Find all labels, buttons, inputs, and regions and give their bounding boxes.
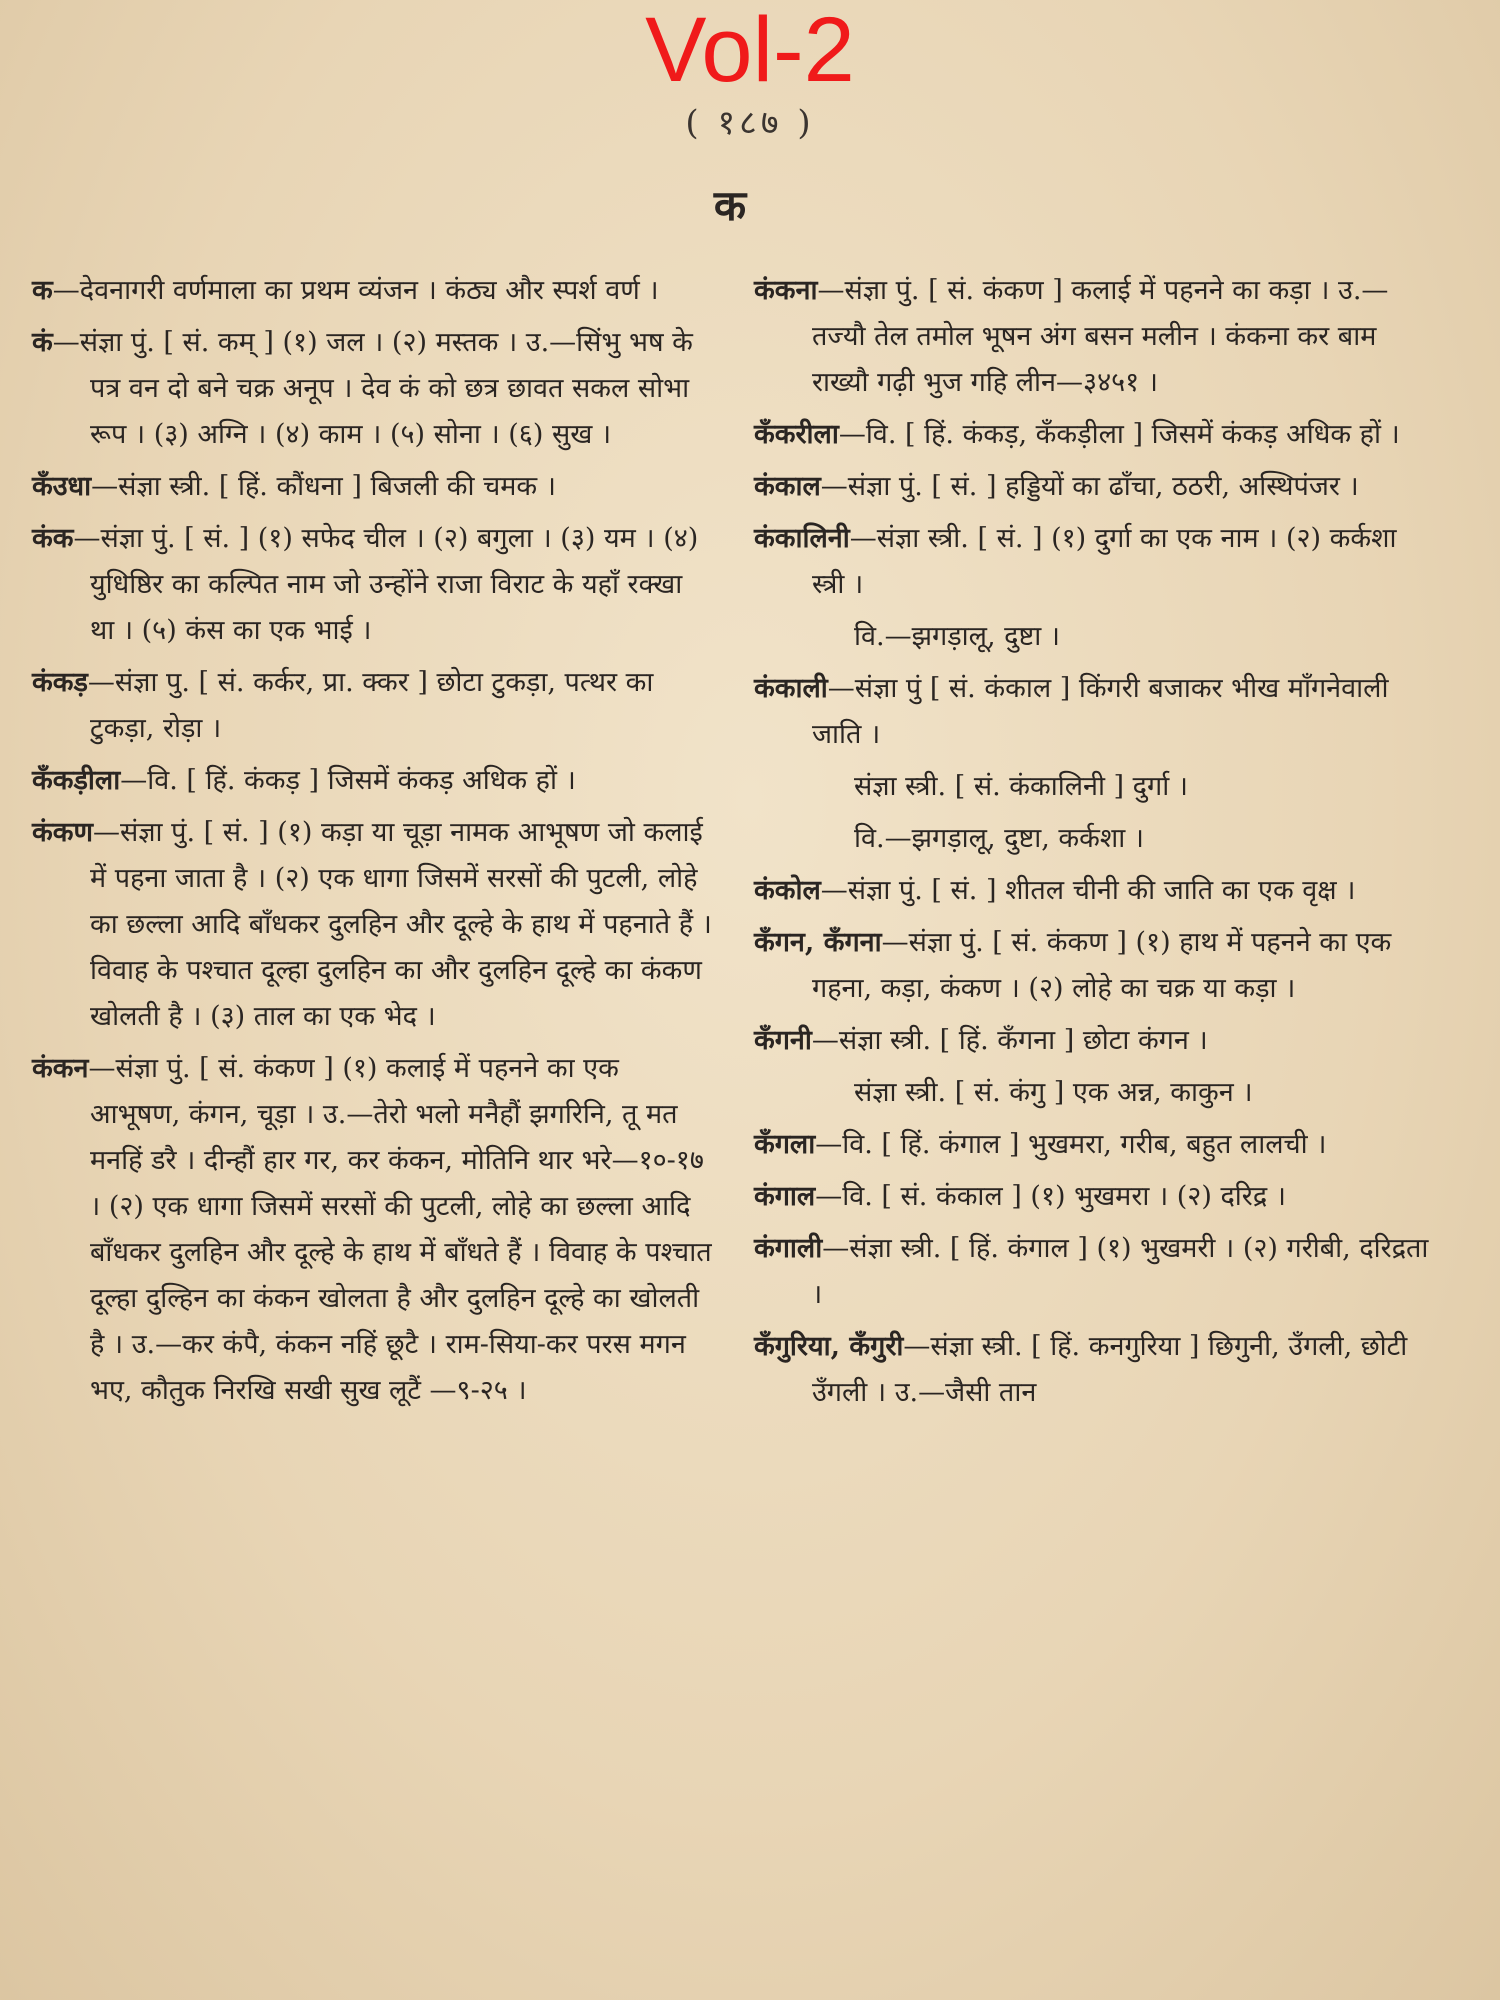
entry-headword: कँगुरिया, कँगुरी: [754, 1331, 904, 1362]
entry-definition: —वि. [ हिं. कंगाल ] भुखमरा, गरीब, बहुत लालची ।: [815, 1129, 1327, 1160]
dictionary-entry: [754, 1174, 1434, 1220]
entry-headword: कंगाली: [754, 1233, 823, 1264]
entry-definition: —संज्ञा पुं. [ सं. कंकण ] (१) कलाई में पहनने का एक आभूषण, कंगन, चूड़ा । उ.—तेरो भलो मनैहौं झगरिनि, तू मत मनहिं डरै । दीन्हौं हार गर, कर कंकन, मोतिनि थार भरे—१०-१७ । (२) एक धागा जिसमें सरसों की पुटली, लोहे का छल्ला आदि बाँधकर दुलहिन और दूल्हे के हाथ में बाँधते हैं । विवाह के पश्चात दूल्हा दुल्हिन का कंकन खोलता है और दुलहिन दूल्हे का खोलती है । उ.—कर कंपै, कंकन नहिं छूटै । राम-सिया-कर परस मगन भए, कौतुक निरखि सखी सुख लूटैं —९-२५ ।: [88, 1053, 712, 1406]
volume-label: Vol-2: [645, 0, 855, 101]
dictionary-entry: [32, 268, 712, 314]
entry-definition: —संज्ञा पुं. [ सं. ] (१) कड़ा या चूड़ा नामक आभूषण जो कलाई में पहना जाता है । (२) एक धागा जिसमें सरसों की पुटली, लोहे का छल्ला आदि बाँधकर दुलहिन और दूल्हे के हाथ में पहनाते हैं । विवाह के पश्चात दूल्हा दुलहिन का और दुलहिन दूल्हे का कंकण खोलती है । (३) ताल का एक भेद ।: [90, 817, 712, 1032]
dictionary-entry: [754, 1018, 1434, 1064]
entry-definition: वि.—झगड़ालू, दुष्टा, कर्कशा ।: [854, 823, 1145, 854]
entry-definition: —देवनागरी वर्णमाला का प्रथम व्यंजन । कंठ्य और स्पर्श वर्ण ।: [52, 275, 659, 306]
dictionary-entry: [754, 516, 1434, 608]
dictionary-entry: [754, 764, 1434, 810]
entry-definition: —वि. [ हिं. कंकड़, कँकड़ीला ] जिसमें कंकड़ अधिक हों ।: [838, 419, 1400, 450]
entry-definition: —संज्ञा पुं. [ सं. ] (१) सफेद चील । (२) बगुला । (३) यम । (४) युधिष्ठिर का कल्पित नाम जो उन्होंने राजा विराट के यहाँ रक्खा था । (५) कंस का एक भाई ।: [73, 523, 699, 646]
entry-headword: कंगाल: [754, 1181, 816, 1212]
entry-headword: क: [32, 275, 53, 306]
dictionary-entry: [32, 660, 712, 752]
entry-headword: कँकड़ीला: [32, 765, 121, 796]
dictionary-entry: [754, 412, 1434, 458]
entry-headword: कं: [32, 327, 53, 358]
entry-headword: कँउधा: [32, 471, 92, 502]
entry-definition: —संज्ञा पुं. [ सं. कंकण ] कलाई में पहनने का कड़ा । उ.—तज्यौ तेल तमोल भूषन अंग बसन मलीन । कंकना कर बाम राख्यौ गढ़ी भुज गहि लीन—३४५१ ।: [812, 275, 1389, 398]
entry-headword: कंकोल: [754, 875, 821, 906]
entry-headword: कँकरीला: [754, 419, 839, 450]
entry-definition: संज्ञा स्त्री. [ सं. कंगु ] एक अन्न, काकुन ।: [854, 1077, 1253, 1108]
entry-headword: कंक: [32, 523, 74, 554]
left-column: [32, 268, 712, 1420]
entry-definition: —वि. [ सं. कंकाल ] (१) भुखमरा । (२) दरिद्र ।: [815, 1181, 1286, 1212]
page-number: ( १८७ ): [685, 103, 815, 143]
dictionary-entry: [32, 810, 712, 1040]
dictionary-entry: [32, 320, 712, 458]
entry-headword: कँगनी: [754, 1025, 812, 1056]
dictionary-entry: [754, 1324, 1434, 1416]
entry-headword: कंकालिनी: [754, 523, 850, 554]
dictionary-entry: [32, 516, 712, 654]
entry-headword: कंकाल: [754, 471, 821, 502]
entry-headword: कंकाली: [754, 673, 828, 704]
dictionary-entry: [754, 1122, 1434, 1168]
entry-headword: कँगला: [754, 1129, 816, 1160]
dictionary-entry: [32, 1046, 712, 1414]
entry-definition: —संज्ञा पुं. [ सं. कम् ] (१) जल । (२) मस्तक । उ.—सिंभु भष के पत्र वन दो बने चक्र अनूप । देव कं को छत्र छावत सकल सोभा रूप । (३) अग्नि । (४) काम । (५) सोना । (६) सुख ।: [52, 327, 693, 450]
right-column: [754, 268, 1434, 1422]
dictionary-entry: [754, 614, 1434, 660]
entry-definition: —संज्ञा पुं. [ सं. ] हड्डियों का ढाँचा, ठठरी, अस्थिपंजर ।: [820, 471, 1359, 502]
dictionary-entry: [754, 816, 1434, 862]
entry-headword: कंकना: [754, 275, 818, 306]
entry-headword: कंकन: [32, 1053, 89, 1084]
entry-definition: —संज्ञा पुं. [ सं. कंकण ] (१) हाथ में पहनने का एक गहना, कड़ा, कंकण । (२) लोहे का चक्र या कड़ा ।: [812, 927, 1392, 1004]
dictionary-entry: [754, 868, 1434, 914]
dictionary-entry: [32, 464, 712, 510]
entry-definition: —संज्ञा स्त्री. [ हिं. कँगना ] छोटा कंगन ।: [811, 1025, 1208, 1056]
entry-definition: —संज्ञा स्त्री. [ सं. ] (१) दुर्गा का एक नाम । (२) कर्कशा स्त्री ।: [812, 523, 1397, 600]
entry-definition: —संज्ञा पु. [ सं. कर्कर, प्रा. क्कर ] छोटा टुकड़ा, पत्थर का टुकड़ा, रोड़ा ।: [87, 667, 654, 744]
entry-definition: वि.—झगड़ालू, दुष्टा ।: [854, 621, 1061, 652]
entry-definition: —संज्ञा स्त्री. [ हिं. कनगुरिया ] छिगुनी, उँगली, छोटी उँगली । उ.—जैसी तान: [812, 1331, 1408, 1408]
section-letter: क: [713, 181, 747, 230]
entry-headword: कंकड़: [32, 667, 88, 698]
dictionary-entry: [32, 758, 712, 804]
dictionary-entry: [754, 268, 1434, 406]
entry-definition: —वि. [ हिं. कंकड़ ] जिसमें कंकड़ अधिक हों ।: [120, 765, 576, 796]
dictionary-entry: [754, 920, 1434, 1012]
dictionary-entry: [754, 1226, 1434, 1318]
dictionary-entry: [754, 1070, 1434, 1116]
entry-definition: —संज्ञा स्त्री. [ हिं. कौंधना ] बिजली की चमक ।: [91, 471, 556, 502]
entry-definition: संज्ञा स्त्री. [ सं. कंकालिनी ] दुर्गा ।: [854, 771, 1189, 802]
entry-definition: —संज्ञा पुं. [ सं. ] शीतल चीनी की जाति का एक वृक्ष ।: [820, 875, 1356, 906]
entry-headword: कंकण: [32, 817, 93, 848]
entry-definition: —संज्ञा पुं [ सं. कंकाल ] किंगरी बजाकर भीख माँगनेवाली जाति ।: [812, 673, 1389, 750]
entry-definition: —संज्ञा स्त्री. [ हिं. कंगाल ] (१) भुखमरी । (२) गरीबी, दरिद्रता ।: [812, 1233, 1429, 1310]
entry-headword: कँगन, कँगना: [754, 927, 882, 958]
dictionary-entry: [754, 666, 1434, 758]
dictionary-entry: [754, 464, 1434, 510]
